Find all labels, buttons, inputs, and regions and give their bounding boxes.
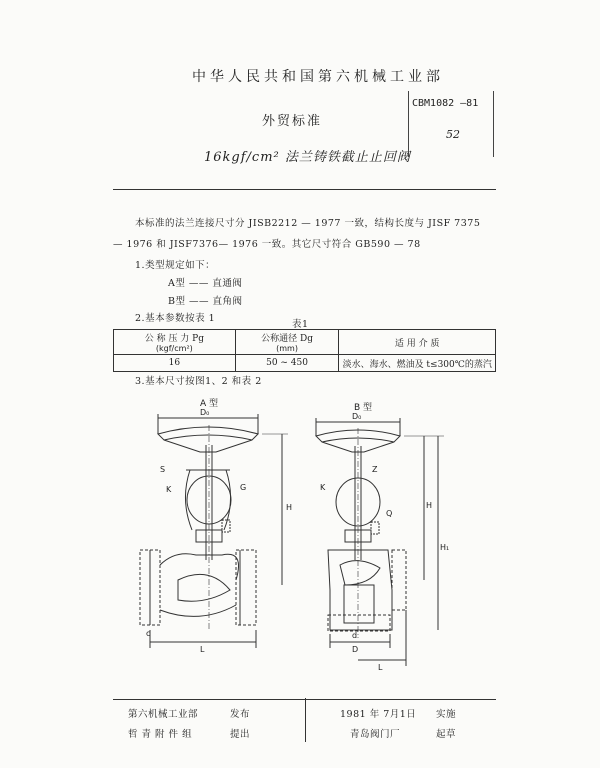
standard-category: 外贸标准 <box>262 114 323 129</box>
dim-d0-b-label: D₀ <box>352 412 362 421</box>
type-a-line: A型 —— 直通阀 <box>168 278 243 289</box>
issuer: 第六机械工业部 <box>128 709 199 720</box>
item-1-types: 1.类型规定如下： <box>135 260 216 271</box>
table-header-cell <box>114 330 236 355</box>
cell-medium: 淡水、海水、燃油及 t≤300℃的蒸汽 <box>339 355 496 372</box>
dim-h-label: H <box>286 503 293 512</box>
proposer: 哲 青 附 件 组 <box>128 729 193 740</box>
implementation-date: 1981 年 7月1日 <box>340 709 417 720</box>
figure-b-label: B 型 <box>354 403 373 413</box>
dim-c-label: c <box>146 629 151 638</box>
draft-label: 起草 <box>436 729 457 740</box>
cell-diameter: 50 ~ 450 <box>235 355 339 372</box>
figure-a-straight-valve <box>140 397 292 654</box>
figure-b-angle-valve <box>316 401 449 672</box>
yoke <box>185 470 230 530</box>
header-medium: 适 用 介 质 <box>394 338 440 349</box>
dim-h-b-label: H <box>426 501 433 510</box>
paragraph-line-2: — 1976 和 JISF7376— 1976 一致。其它尺寸符合 GB590 — 78 <box>113 239 421 250</box>
valve-body <box>160 554 239 617</box>
dim-l-b-label: L <box>378 663 383 672</box>
item-3-dimensions: 3.基本尺寸按图1、2 和表 2 <box>135 376 262 387</box>
document-title: 16kgf/cm² 法兰铸铁截止止回阀 <box>204 150 411 165</box>
issue-label: 发布 <box>230 709 251 720</box>
dim-dd-label: D <box>352 645 359 654</box>
table-header-cell <box>235 330 339 355</box>
dim-s-label: S <box>160 465 166 474</box>
drafting-unit: 青岛阀门厂 <box>350 729 401 740</box>
header-divider <box>113 189 496 190</box>
parameter-table <box>113 329 496 372</box>
header-diameter-unit: (mm) <box>276 344 298 353</box>
dim-l-label: L <box>200 645 205 654</box>
implement-label: 实施 <box>436 709 457 720</box>
dim-k-label: K <box>166 485 172 494</box>
handwheel <box>158 427 258 440</box>
page-number: 52 <box>446 128 460 141</box>
dim-k-b-label: K <box>320 483 326 492</box>
table-title: 表1 <box>292 319 309 330</box>
dim-q-label: Q <box>386 509 393 518</box>
cell-pressure: 16 <box>114 355 236 372</box>
table-header-cell <box>339 330 496 355</box>
header-pressure: 公 称 压 力 Pg <box>144 334 204 344</box>
valve-body-b <box>328 550 392 630</box>
table-row <box>114 355 496 372</box>
type-b-line: B型 —— 直角阀 <box>168 296 243 307</box>
valve-drawings <box>0 390 600 680</box>
dim-d-label: d <box>352 631 358 640</box>
item-2-params: 2.基本参数按表 1 <box>135 313 216 324</box>
standard-code: CBM1082 —81 <box>412 98 479 109</box>
dim-z-label: Z <box>372 465 378 474</box>
footer-separator <box>305 698 306 742</box>
propose-label: 提出 <box>230 729 251 740</box>
dim-h1-label: H₁ <box>440 543 450 552</box>
header-pressure-unit: (kgf/cm²) <box>155 344 193 353</box>
table-header-row <box>114 330 496 355</box>
dim-d0-label: D₀ <box>200 408 210 417</box>
header-diameter: 公称通径 Dg <box>261 334 313 344</box>
paragraph-line-1: 本标准的法兰连接尺寸分 JISB2212 — 1977 一致，结构长度与 JISF 7375 <box>135 218 481 229</box>
figure-a-label: A 型 <box>200 399 219 409</box>
ministry-heading: 中华人民共和国第六机械工业部 <box>192 69 444 85</box>
dim-g-label: G <box>240 483 247 492</box>
